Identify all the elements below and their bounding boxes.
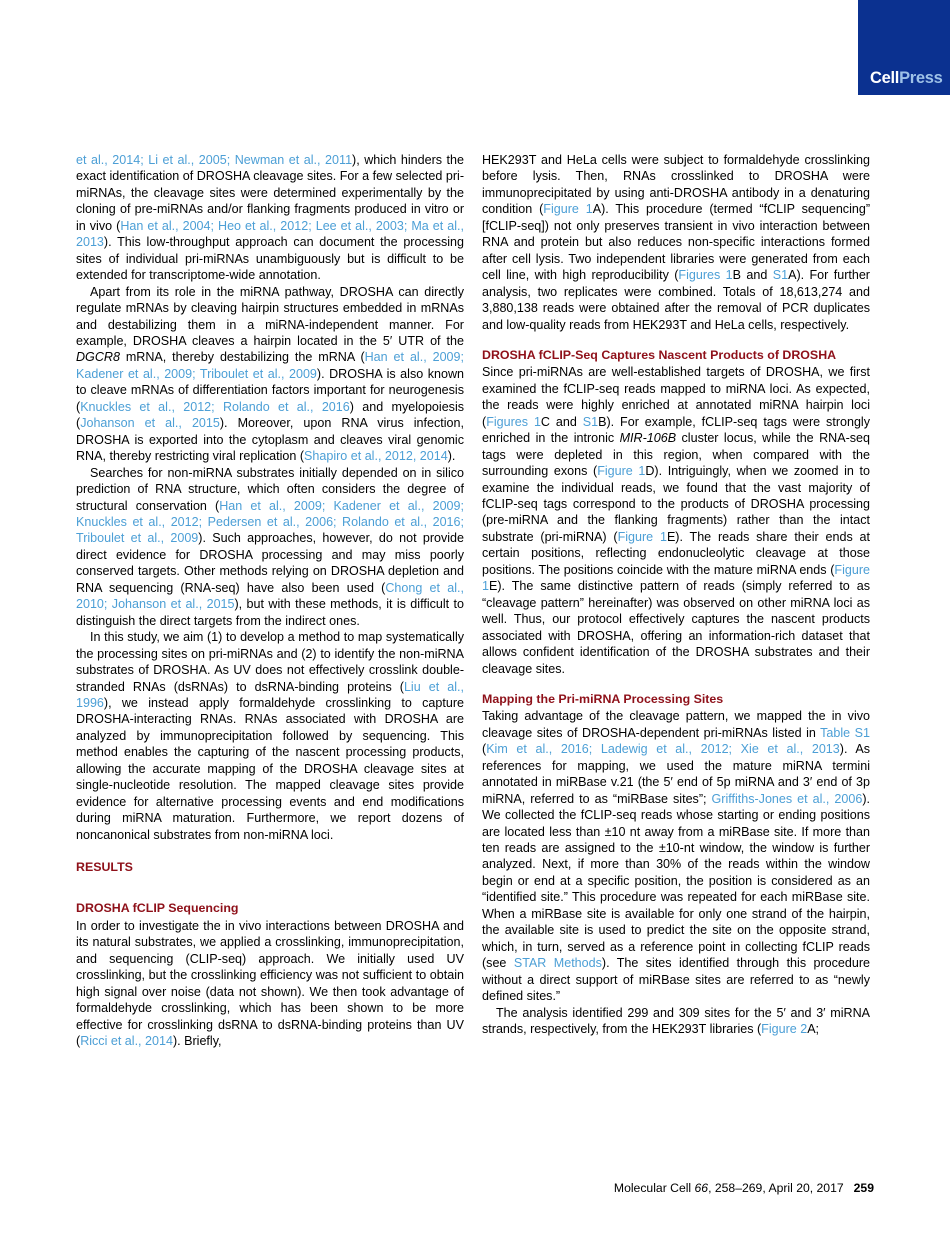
citation-link[interactable]: Figure 1 bbox=[543, 202, 593, 217]
italic-term: DGCR8 bbox=[76, 350, 120, 365]
page-footer bbox=[76, 1180, 874, 1196]
citation-link[interactable]: Figure 2 bbox=[761, 1022, 808, 1037]
citation-link[interactable]: Shapiro et al., 2012, 2014 bbox=[304, 449, 448, 464]
citation-link[interactable]: et al., 2014; Li et al., 2005; Newman et al., 2011 bbox=[76, 153, 353, 167]
subheading-drosha-fclip-sequencing: DROSHA fCLIP Sequencing bbox=[76, 901, 239, 916]
citation-link[interactable]: Knuckles et al., 2012; Rolando et al., 2016 bbox=[80, 399, 350, 414]
citation-link[interactable]: Figures 1 bbox=[486, 414, 541, 429]
logo-press-text: Press bbox=[899, 68, 943, 87]
body-text: A). For further analysis, two replicates were combined. Totals of 18,613,274 and 3,880,138 reads were obtained after the removal of PCR duplicates and low-quality reads from HEK293T and HeLa cells, respectively. bbox=[482, 268, 870, 332]
footer-volume: 66 bbox=[694, 1181, 709, 1195]
paragraph-drosha-mrna bbox=[76, 284, 464, 465]
body-text: ). We collected the fCLIP-seq reads whose starting or ending positions are located less than ±10 nt away from a miRBase site. If more than ten reads are assigned to the ±10-nt window, the window is further analyzed. Next, if more than 30% of the reads within the window begin or end at a specific position, the position is considered as an “identified site.” This procedure was repeated for each miRBase site. When a miRBase site is available for only one strand of the hairpin, the available site is used to predict the site on the opposite strand, which, in turn, served as a reference point in collecting fCLIP reads (see bbox=[482, 791, 870, 971]
citation-link[interactable]: Figures 1 bbox=[678, 268, 733, 283]
paragraph-mapping bbox=[482, 708, 870, 1004]
logo-cell-text: Cell bbox=[870, 68, 900, 87]
body-text: ). bbox=[447, 449, 456, 464]
cell-press-wordmark bbox=[870, 70, 943, 87]
body-text: The analysis identified 299 and 309 sites for the 5′ and 3′ miRNA strands, respectively, from the HEK293T libraries ( bbox=[482, 1005, 870, 1037]
body-text: mRNA, thereby destabilizing the mRNA ( bbox=[119, 350, 365, 365]
citation-link[interactable]: S1 bbox=[772, 268, 789, 283]
body-text: E). The reads share their ends at certain positions, reflecting endonucleolytic cleavage at those positions. The positions coincide with the mature miRNA ends ( bbox=[482, 529, 870, 577]
paragraph-continued bbox=[76, 152, 464, 284]
subheading-nascent-products: DROSHA fCLIP-Seq Captures Nascent Products of DROSHA bbox=[482, 347, 837, 362]
italic-term: MIR-106B bbox=[619, 431, 677, 446]
citation-link[interactable]: Han et al., 2009; Kadener et al., 2009; Knuckles et al., 2012; Pedersen et al., 2006; Rolando et al., 2016; Triboulet et al., 2009 bbox=[76, 498, 464, 546]
paragraph-hek293t bbox=[482, 152, 870, 333]
body-text: ), but with these methods, it is difficult to distinguish the direct targets from the indirect ones. bbox=[76, 597, 464, 628]
citation-link[interactable]: Chong et al., 2010; Johanson et al., 2015 bbox=[76, 580, 464, 612]
body-text: ). DROSHA is also known to cleave mRNAs of differentiation factors important for neurogenesis ( bbox=[76, 366, 464, 414]
paragraph-fclip-seq bbox=[76, 918, 464, 1050]
body-text: ) and myelopoiesis ( bbox=[76, 399, 465, 431]
citation-link[interactable]: Figure 1 bbox=[597, 464, 646, 479]
body-text: E). The same distinctive pattern of reads (simply referred to as “cleavage pattern” hereinafter) was observed on other miRNA loci as well. Thus, our protocol effectively captures the nascent products associated with DROSHA, offering an information-rich dataset that allows confident identification of the DROSHA substrates and their cleavage sites. bbox=[482, 579, 870, 676]
body-text: B). For example, fCLIP-seq tags were strongly enriched in the intronic bbox=[482, 414, 870, 446]
body-text: Taking advantage of the cleavage pattern, we mapped the in vivo cleavage sites of DROSHA-dependent pri-miRNAs listed in bbox=[482, 709, 870, 740]
body-text: ). The sites identified through this procedure without a direct support of miRBase sites are referred to as “newly defined sites.” bbox=[482, 956, 870, 1004]
right-text-column bbox=[482, 152, 870, 1037]
paragraph-nascent-products bbox=[482, 364, 870, 677]
body-text: B and bbox=[732, 268, 773, 283]
body-text: A; bbox=[807, 1022, 820, 1037]
paragraph-searches bbox=[76, 465, 464, 630]
cell-press-logo bbox=[858, 0, 950, 95]
body-text: ). As references for mapping, we used the mature miRNA termini annotated in miRBase v.21 (the 5′ end of 5p miRNA and 3′ end of 3p miRNA, referred to as “miRBase sites”; bbox=[482, 742, 870, 806]
citation-link[interactable]: Kim et al., 2016; Ladewig et al., 2012; Xie et al., 2013 bbox=[486, 742, 840, 757]
body-text: A). This procedure (termed “fCLIP sequencing” [fCLIP-seq]) not only preserves transient in vivo interaction between RNA and protein but also reduces non-specific interactions formed after cell lysis. Two independent libraries were generated from each cell line, with high reproducibility ( bbox=[482, 202, 870, 283]
citation-link[interactable]: S1 bbox=[582, 414, 599, 429]
footer-journal: Molecular Cell 66, 258–269, April 20, 2017 bbox=[613, 1181, 844, 1195]
footer-date: April 20, 2017 bbox=[768, 1181, 844, 1195]
citation-link[interactable]: Figure 1 bbox=[617, 529, 667, 544]
body-text: In order to investigate the in vivo interactions between DROSHA and its natural substrates, we applied a crosslinking, immunoprecipitation, and sequencing (CLIP-seq) approach. We initially used UV crosslinking, but the crosslinking efficiency was not sufficient to obtain high signal over noise (data not shown). We then took advantage of formaldehyde crosslinking, which has been shown to be more effective for crosslinking dsRNA to dsRNA-binding proteins than UV ( bbox=[76, 918, 464, 1049]
body-text: ). Briefly, bbox=[172, 1034, 222, 1049]
body-text: C and bbox=[540, 414, 583, 429]
citation-link[interactable]: Table S1 bbox=[820, 725, 871, 740]
citation-link[interactable]: Ricci et al., 2014 bbox=[80, 1034, 173, 1049]
body-text: D). Intriguingly, when we zoomed in to examine the individual reads, we found that the vast majority of fCLIP-seq tags correspond to the products of DROSHA processing (pre-miRNA and the flanking fragments) rather than the intact substrate (pri-miRNA) ( bbox=[482, 464, 870, 544]
body-text: In this study, we aim (1) to develop a method to map systematically the processing sites on pri-miRNAs and (2) to identify the non-miRNA substrates of DROSHA. As UV does not effectively crosslink double-stranded RNAs (dsRNAs) to dsRNA-binding proteins ( bbox=[76, 630, 464, 694]
paragraph-analysis-identified bbox=[482, 1005, 870, 1038]
citation-link[interactable]: Han et al., 2004; Heo et al., 2012; Lee et al., 2003; Ma et al., 2013 bbox=[76, 218, 465, 250]
paragraph-this-study bbox=[76, 629, 464, 843]
subheading-mapping-processing-sites: Mapping the Pri-miRNA Processing Sites bbox=[482, 692, 724, 706]
body-text: ). Moreover, upon RNA virus infection, DROSHA is exported into the cytoplasm and cleaves viral genomic RNA, thereby restricting viral replication ( bbox=[76, 416, 464, 464]
body-text: cluster locus, while the RNA-seq tags were depleted in this region, when compared with the surrounding exons ( bbox=[482, 431, 870, 479]
body-text: ). This low-throughput approach can document the processing sites of individual pri-miRNAs unambiguously but is difficult to be extended for transcriptome-wide annotation. bbox=[76, 235, 464, 283]
footer-pages: 258–269 bbox=[714, 1181, 763, 1195]
body-text: ( bbox=[482, 742, 487, 757]
section-heading-results: RESULTS bbox=[76, 860, 133, 875]
footer-page-number: 259 bbox=[853, 1181, 874, 1195]
body-text: Searches for non-miRNA substrates initially depended on in silico prediction of RNA structure, which often considers the degree of structural conservation ( bbox=[76, 465, 464, 513]
left-text-column bbox=[76, 152, 464, 1049]
body-text: Since pri-miRNAs are well-established targets of DROSHA, we first examined the fCLIP-seq reads mapped to miRNA loci. As expected, the reads were highly enriched at annotated miRNA hairpin loci ( bbox=[482, 365, 870, 429]
body-text: HEK293T and HeLa cells were subject to formaldehyde crosslinking before lysis. Then, RNAs crosslinked to DROSHA were immunoprecipitated by using anti-DROSHA antibody in a denaturing condition ( bbox=[482, 153, 870, 217]
citation-link[interactable]: STAR Methods bbox=[513, 956, 602, 971]
citation-link[interactable]: Griffiths-Jones et al., 2006 bbox=[711, 791, 863, 806]
citation-link[interactable]: Johanson et al., 2015 bbox=[80, 416, 220, 431]
body-text: ), we instead apply formaldehyde crosslinking to capture DROSHA-interacting RNAs. RNAs associated with DROSHA are analyzed by immunoprecipitation followed by sequencing. This method enables the capturing of the nascent processing products, allowing the accurate mapping of the DROSHA cleavage sites at single-nucleotide resolution. The mapped cleavage sites provide evidence for alternative processing events and end modifications during miRNA maturation. Furthermore, we report dozens of noncanonical substrates from non-miRNA loci. bbox=[76, 695, 464, 842]
citation-link[interactable]: Figure 1 bbox=[482, 562, 870, 594]
body-text: ). Such approaches, however, do not provide direct evidence for DROSHA processing and may miss poorly conserved targets. Other methods relying on DROSHA depletion and RNA sequencing (RNA-seq) have also been used ( bbox=[76, 531, 464, 595]
body-text: ), which hinders the exact identification of DROSHA cleavage sites. For a few selected pri-miRNAs, the cleavage sites were determined experimentally by the cloning of pre-miRNAs and/or flanking fragments produced in vitro or in vivo ( bbox=[76, 153, 464, 233]
citation-link[interactable]: Liu et al., 1996 bbox=[76, 679, 465, 710]
body-text: Apart from its role in the miRNA pathway, DROSHA can directly regulate mRNAs by cleaving hairpin structures embedded in mRNAs and destabilizing them in a miRNA-independent manner. For example, DROSHA cleaves a hairpin located in the 5′ UTR of the bbox=[76, 284, 464, 348]
citation-link[interactable]: Han et al., 2009; Kadener et al., 2009; Triboulet et al., 2009 bbox=[76, 350, 464, 381]
